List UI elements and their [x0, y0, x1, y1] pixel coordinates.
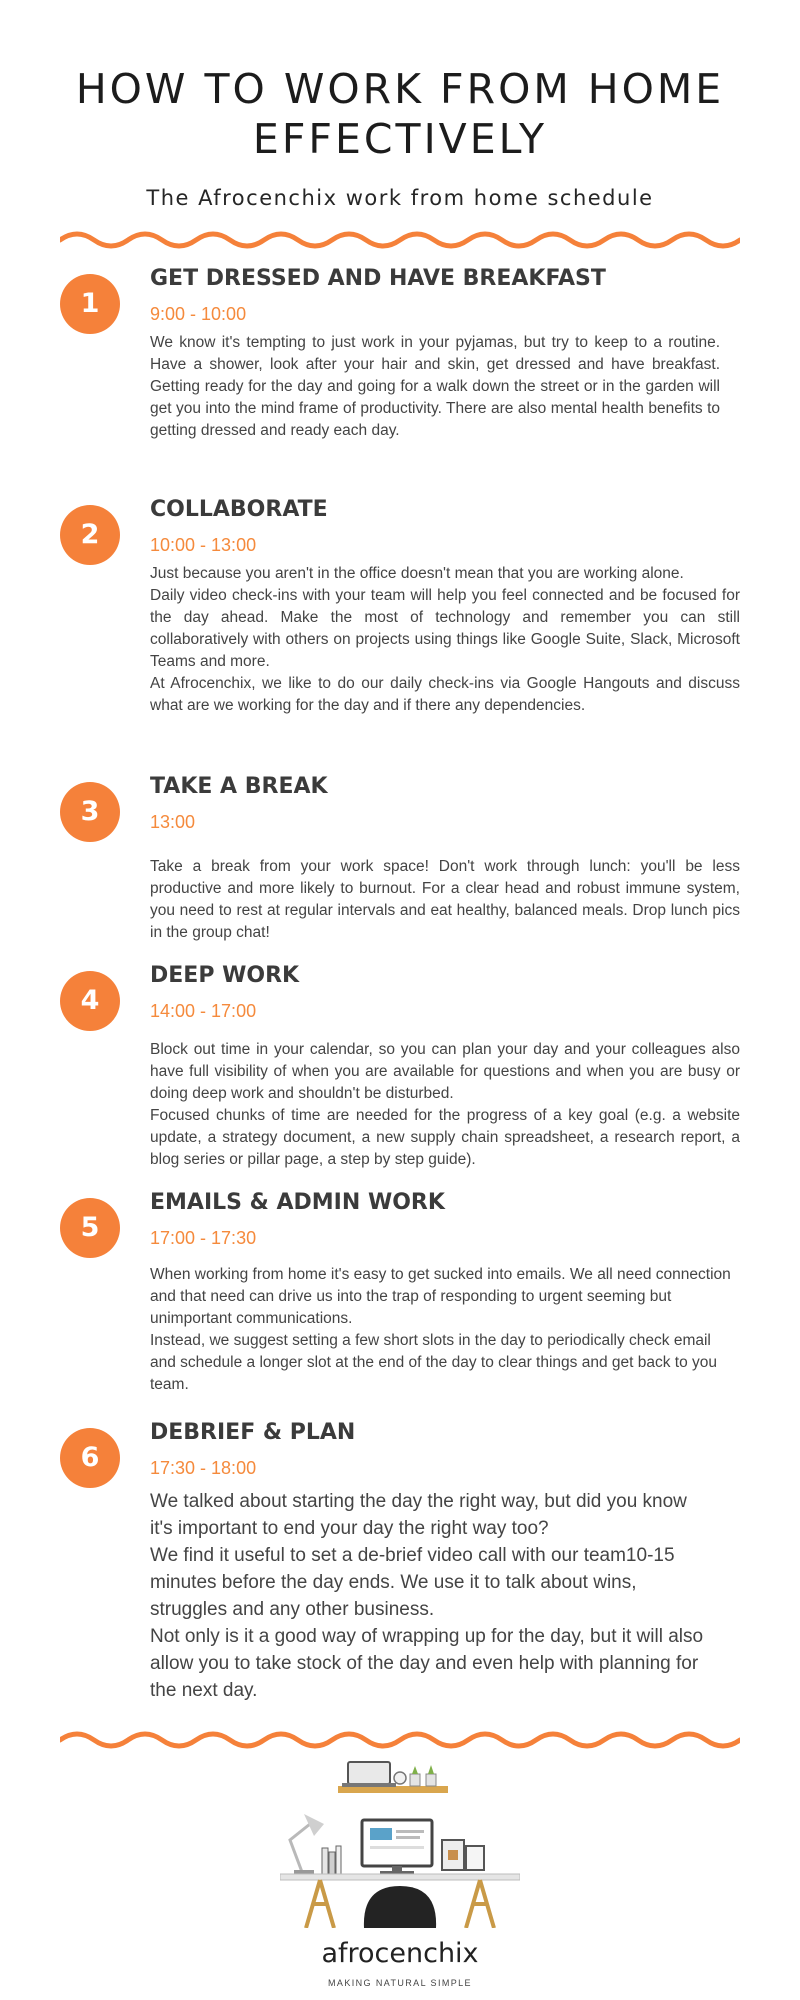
- wave-divider-icon: [60, 1728, 740, 1752]
- step-number-badge: 6: [60, 1428, 120, 1488]
- section-heading: COLLABORATE: [150, 497, 328, 522]
- section-time: 17:00 - 17:30: [150, 1228, 257, 1248]
- step-number-badge: 1: [60, 274, 120, 334]
- section-paragraph: Instead, we suggest setting a few short slots in the day to periodically check email and schedule a longer slot at the end of the day to clear things and get back to you team.: [150, 1332, 717, 1393]
- section-heading: DEEP WORK: [150, 963, 300, 988]
- page-subtitle: The Afrocenchix work from home schedule: [146, 186, 654, 210]
- section-paragraph: Focused chunks of time are needed for the progress of a key goal (e.g. a website update, a strategy document, a new supply chain spreadsheet, a research report, a blog series or pillar page, a step by step guide).: [150, 1107, 740, 1168]
- section-paragraph: We know it's tempting to just work in your pyjamas, but try to keep to a routine. Have a shower, look after your hair and skin, get dressed and have breakfast. Getting ready for the day and going for a walk down the street or in the garden will get you into the mind frame of productivity. There are also mental health benefits to getting dressed and ready each day.: [150, 334, 720, 439]
- section-body: [150, 1039, 740, 1171]
- step-number-badge: 2: [60, 505, 120, 565]
- section-paragraph: At Afrocenchix, we like to do our daily check-ins via Google Hangouts and discuss what are we working for the day and if there any dependencies.: [150, 675, 740, 714]
- section-paragraph: Block out time in your calendar, so you can plan your day and your colleagues also have full visibility of when you are available for questions and when you are busy or doing deep work and shouldn't be disturbed.: [150, 1041, 740, 1102]
- brand-tagline: MAKING NATURAL SIMPLE: [328, 1978, 472, 1988]
- section-body: [150, 332, 720, 442]
- step-number-badge: 3: [60, 782, 120, 842]
- section-paragraph: Not only is it a good way of wrapping up for the day, but it will also allow you to take stock of the day and even help with planning for the next day.: [150, 1626, 704, 1701]
- section-time: 10:00 - 13:00: [150, 535, 257, 555]
- section-time: 9:00 - 10:00: [150, 304, 247, 324]
- section-body: [150, 1264, 740, 1396]
- page-title: HOW TO WORK FROM HOME EFFECTIVELY: [75, 65, 725, 163]
- section-paragraph: Take a break from your work space! Don't work through lunch: you'll be less productive and more likely to burnout. For a clear head and robust immune system, you need to rest at regular intervals and eat healthy, balanced meals. Drop lunch pics in the group chat!: [150, 858, 740, 941]
- step-number-badge: 4: [60, 971, 120, 1031]
- section-paragraph: We find it useful to set a de-brief video call with our team10-15 minutes before the day ends. We use it to talk about wins, struggles and any other business.: [150, 1545, 675, 1620]
- section-body: [150, 1488, 710, 1704]
- section-time: 14:00 - 17:00: [150, 1001, 257, 1021]
- section-paragraph: Daily video check-ins with your team will help you feel connected and be focused for the day ahead. Make the most of technology and remember you can still collaboratively with others on projects using things like Google Suite, Slack, Microsoft Teams and more.: [150, 587, 740, 670]
- section-paragraph: We talked about starting the day the right way, but did you know it's important to end your day the right way too?: [150, 1491, 687, 1539]
- desk-workspace-icon: [280, 1752, 520, 1928]
- section-body: [150, 856, 740, 944]
- section-body: [150, 563, 740, 717]
- brand-logo-text: afrocenchix: [321, 1938, 479, 1969]
- section-time: 13:00: [150, 812, 196, 832]
- step-number-badge: 5: [60, 1198, 120, 1258]
- section-paragraph: Just because you aren't in the office doesn't mean that you are working alone.: [150, 565, 684, 582]
- wave-divider-icon: [60, 228, 740, 252]
- section-time: 17:30 - 18:00: [150, 1458, 257, 1478]
- section-heading: TAKE A BREAK: [150, 774, 328, 799]
- section-paragraph: When working from home it's easy to get sucked into emails. We all need connection and that need can drive us into the trap of responding to urgent seeming but unimportant communications.: [150, 1266, 731, 1327]
- section-heading: EMAILS & ADMIN WORK: [150, 1190, 445, 1215]
- section-heading: GET DRESSED AND HAVE BREAKFAST: [150, 266, 606, 291]
- section-heading: DEBRIEF & PLAN: [150, 1420, 356, 1445]
